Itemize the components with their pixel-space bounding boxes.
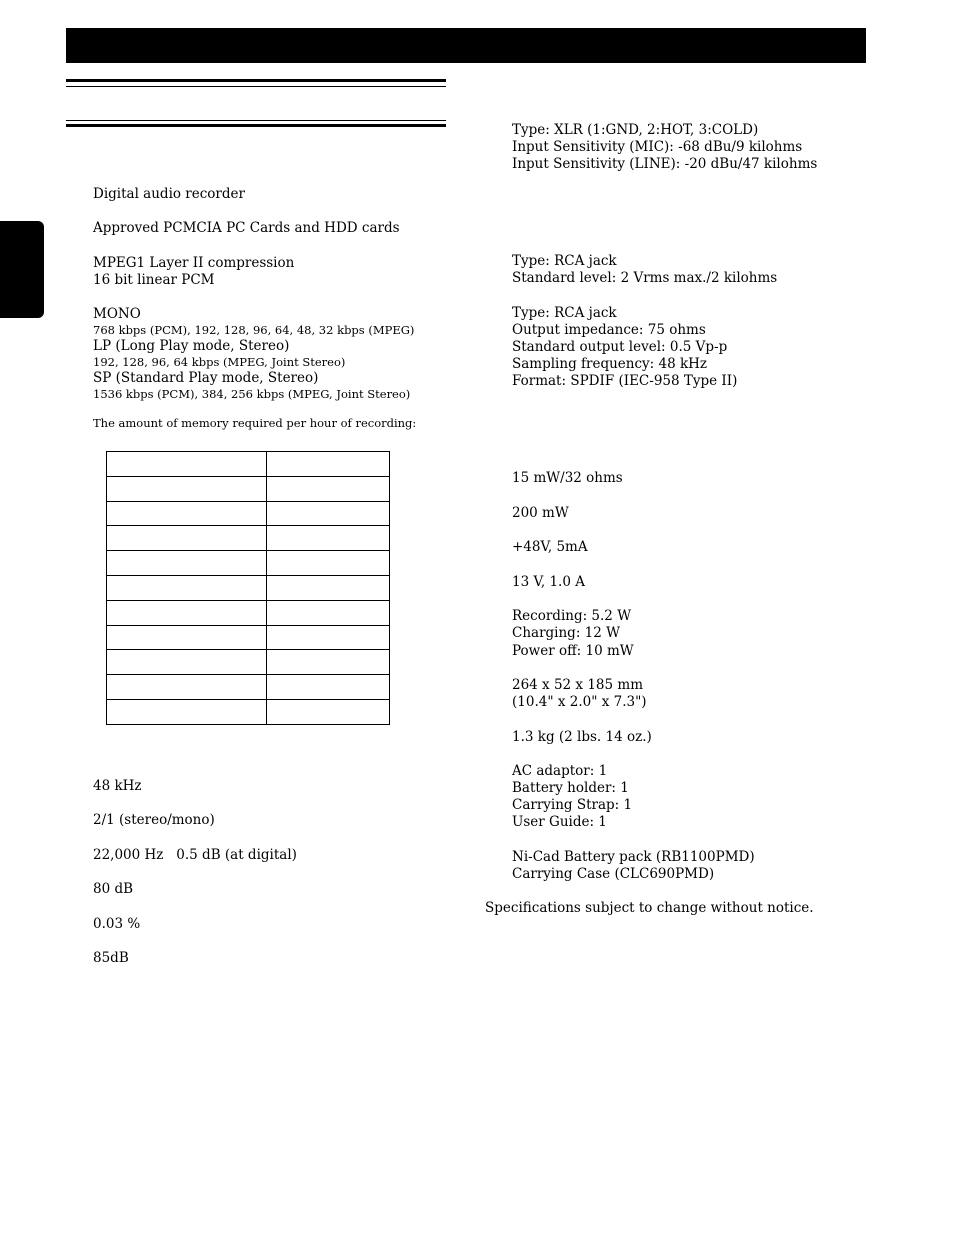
section-rule-top-thin — [66, 86, 446, 87]
distortion-value: 0.03 % — [93, 916, 141, 932]
table-row — [107, 476, 390, 501]
compression-value: 16 bit linear PCM — [93, 272, 215, 288]
table-row — [107, 600, 390, 625]
consumption-line: Recording: 5.2 W — [512, 608, 632, 624]
dynamic-range-value: 80 dB — [93, 881, 134, 897]
table-row — [107, 575, 390, 600]
accessory-item: Carrying Strap: 1 — [512, 797, 633, 813]
notice-text: Specifications subject to change without notice. — [485, 900, 814, 916]
xlr-input-line: Type: XLR (1:GND, 2:HOT, 3:COLD) — [512, 122, 759, 138]
xlr-input-line: Input Sensitivity (LINE): -20 dBu/47 kilohms — [512, 156, 818, 172]
table-row — [107, 551, 390, 576]
memory-table — [106, 451, 390, 725]
table-row — [107, 650, 390, 675]
consumption-line: Charging: 12 W — [512, 625, 621, 641]
table-row — [107, 675, 390, 700]
option-item: Carrying Case (CLC690PMD) — [512, 866, 715, 882]
digital-output-line: Output impedance: 75 ohms — [512, 322, 706, 338]
frequency-response-value: 22,000 Hz 0.5 dB (at digital) — [93, 847, 297, 863]
speaker-value: 200 mW — [512, 505, 569, 521]
consumption-line: Power off: 10 mW — [512, 643, 634, 659]
dimensions-line: 264 x 52 x 185 mm — [512, 677, 643, 693]
line-output-line: Type: RCA jack — [512, 253, 617, 269]
accessory-item: User Guide: 1 — [512, 814, 607, 830]
compression-value: MPEG1 Layer II compression — [93, 255, 295, 271]
accessory-item: Battery holder: 1 — [512, 780, 629, 796]
table-row — [107, 526, 390, 551]
table-row — [107, 625, 390, 650]
headphone-value: 15 mW/32 ohms — [512, 470, 623, 486]
section-rule-top — [66, 79, 446, 82]
dimensions-line: (10.4" x 2.0" x 7.3") — [512, 694, 647, 710]
option-item: Ni-Cad Battery pack (RB1100PMD) — [512, 849, 755, 865]
accessory-item: AC adaptor: 1 — [512, 763, 608, 779]
snr-value: 85dB — [93, 950, 129, 966]
digital-output-line: Standard output level: 0.5 Vp-p — [512, 339, 728, 355]
phantom-value: +48V, 5mA — [512, 539, 588, 555]
table-row — [107, 699, 390, 724]
mode-name: MONO — [93, 306, 141, 322]
media-value: Approved PCMCIA PC Cards and HDD cards — [93, 220, 400, 236]
section-rule-bottom — [66, 124, 446, 127]
channels-value: 2/1 (stereo/mono) — [93, 812, 215, 828]
digital-output-line: Format: SPDIF (IEC-958 Type II) — [512, 373, 738, 389]
power-supply-value: 13 V, 1.0 A — [512, 574, 585, 590]
mode-rates: 192, 128, 96, 64 kbps (MPEG, Joint Stereo) — [93, 355, 346, 369]
mode-rates: 768 kbps (PCM), 192, 128, 96, 64, 48, 32 kbps (MPEG) — [93, 323, 415, 337]
sampling-value: 48 kHz — [93, 778, 142, 794]
memory-note: The amount of memory required per hour of recording: — [93, 416, 417, 430]
weight-value: 1.3 kg (2 lbs. 14 oz.) — [512, 729, 652, 745]
mode-name: SP (Standard Play mode, Stereo) — [93, 370, 319, 386]
section-tab — [0, 221, 44, 318]
mode-rates: 1536 kbps (PCM), 384, 256 kbps (MPEG, Joint Stereo) — [93, 387, 411, 401]
digital-output-line: Type: RCA jack — [512, 305, 617, 321]
digital-output-line: Sampling frequency: 48 kHz — [512, 356, 708, 372]
table-row — [107, 501, 390, 526]
header-bar — [66, 28, 866, 63]
xlr-input-line: Input Sensitivity (MIC): -68 dBu/9 kilohms — [512, 139, 803, 155]
section-rule-bottom-thin — [66, 120, 446, 121]
mode-name: LP (Long Play mode, Stereo) — [93, 338, 290, 354]
table-row — [107, 452, 390, 477]
device-type-value: Digital audio recorder — [93, 186, 245, 202]
line-output-line: Standard level: 2 Vrms max./2 kilohms — [512, 270, 778, 286]
